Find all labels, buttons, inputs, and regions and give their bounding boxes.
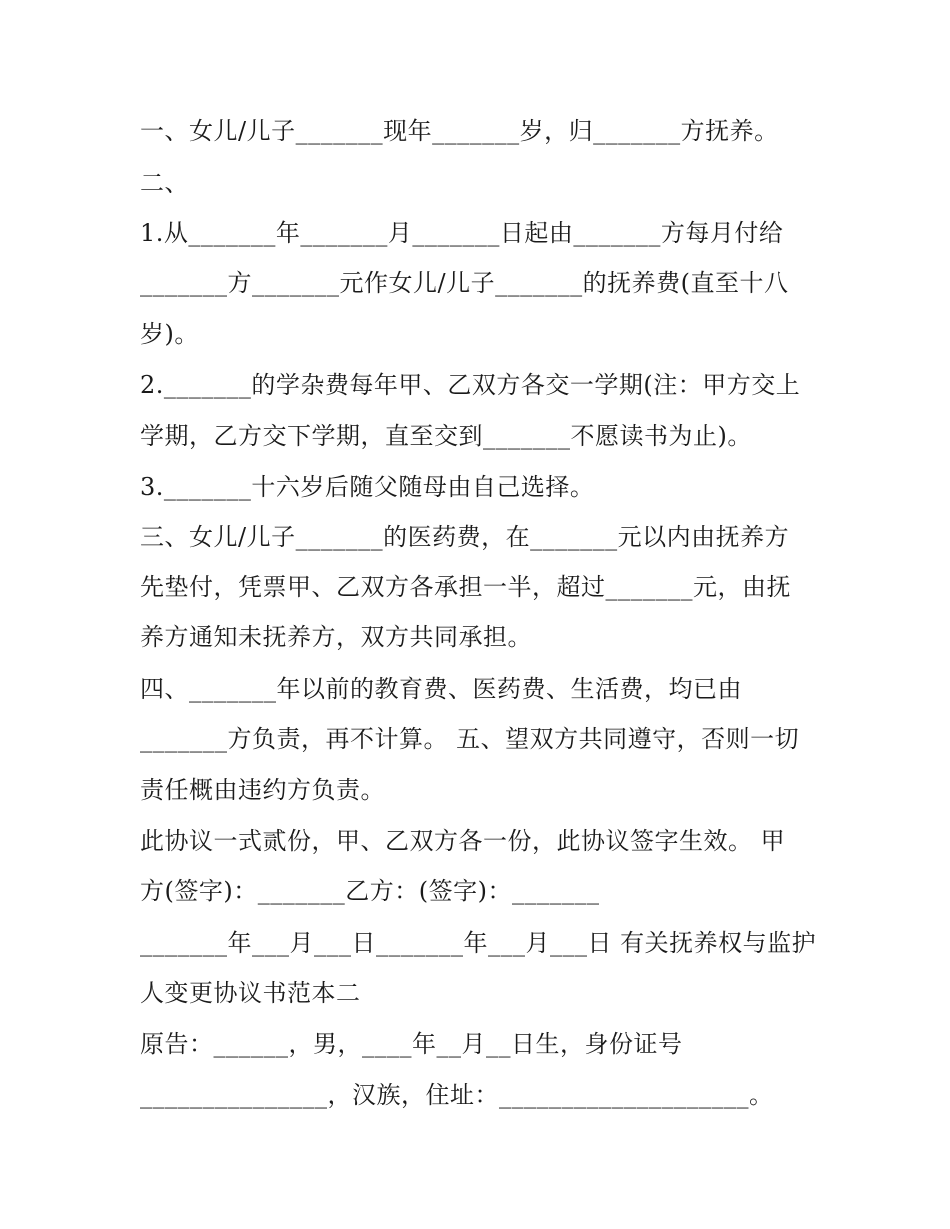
- text-line: 养方通知未抚养方，双方共同承担。: [140, 623, 532, 651]
- text-line: 先垫付，凭票甲、乙双方各承担一半，超过_______元，由抚: [140, 573, 791, 601]
- text-line: 三、女儿/儿子_______的医药费，在_______元以内由抚养方: [140, 523, 790, 551]
- text-line: 此协议一式贰份，甲、乙双方各一份，此协议签字生效。 甲: [140, 827, 786, 855]
- text-line: _______________，汉族，住址：____________________。: [140, 1081, 774, 1109]
- text-line: 责任概由违约方负责。: [140, 776, 385, 804]
- text-line: 方(签字)：_______乙方：(签字)：_______: [140, 877, 600, 905]
- text-line: 一、女儿/儿子_______现年_______岁，归_______方抚养。: [140, 117, 779, 145]
- text-line: 岁)。: [140, 320, 199, 348]
- text-line: _______方_______元作女儿/儿子_______的抚养费(直至十八: [140, 269, 789, 297]
- text-line: 3._______十六岁后随父随母由自己选择。: [140, 473, 595, 501]
- text-line: 学期，乙方交下学期，直至交到_______不愿读书为止)。: [140, 422, 752, 450]
- text-line: 二、: [140, 169, 189, 197]
- text-line: 2._______的学杂费每年甲、乙双方各交一学期(注：甲方交上: [140, 371, 801, 399]
- text-line: 人变更协议书范本二: [140, 979, 361, 1007]
- text-line: _______年___月___日_______年___月___日 有关抚养权与监护: [140, 929, 817, 957]
- text-line: 原告：______，男，____年__月__日生，身份证号: [140, 1030, 683, 1058]
- text-line: 1.从_______年_______月_______日起由_______方每月付给: [140, 219, 784, 247]
- text-line: 四、_______年以前的教育费、医药费、生活费，均已由: [140, 675, 742, 703]
- text-line: _______方负责，再不计算。 五、望双方共同遵守，否则一切: [140, 725, 800, 753]
